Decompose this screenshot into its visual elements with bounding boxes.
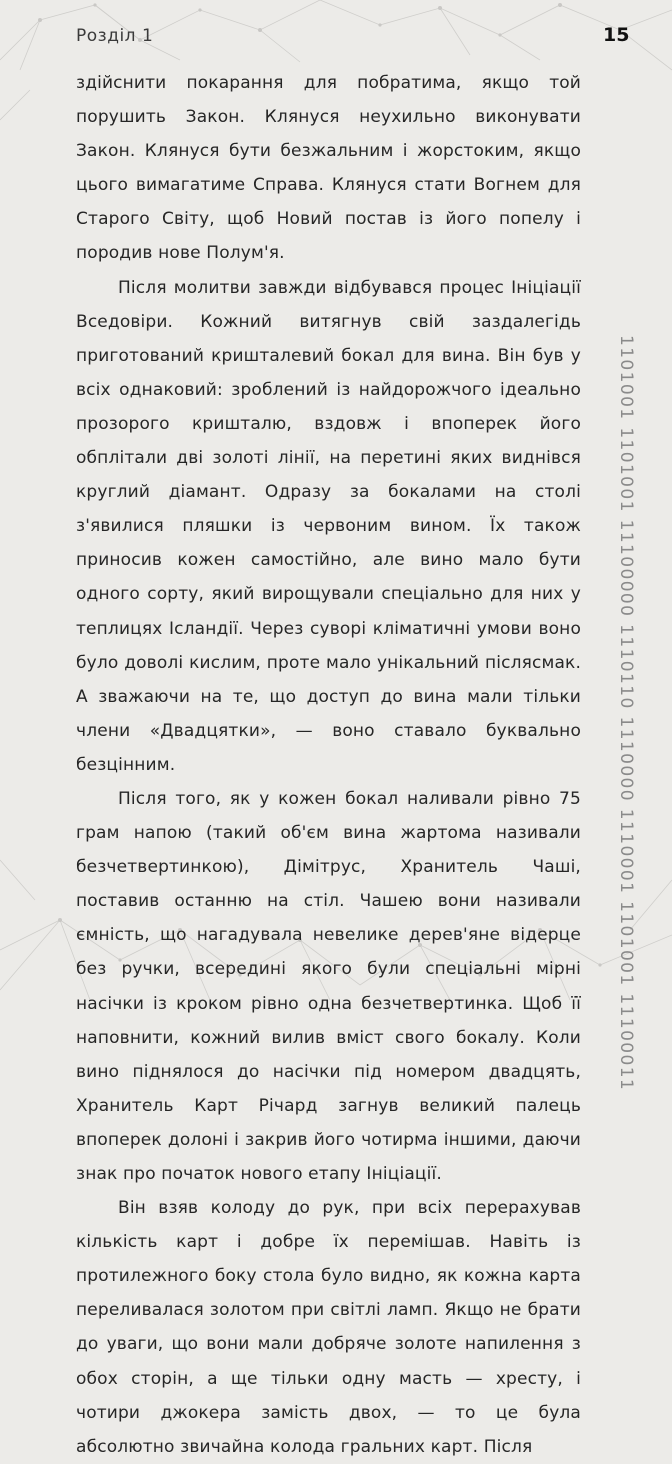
paragraph: здійснити покарання для побратима, якщо той порушить Закон. Клянуся неухильно виконувати Закон. Клянуся бути безжальним і жорстоким, якщо цього вимагатиме Справа. Клянуся стати Вогнем для Старого Світу, щоб Новий постав із його попелу і породив нове Полум'я. xyxy=(76,73,581,264)
body-text xyxy=(76,66,581,1464)
page-number: 15 xyxy=(603,24,630,46)
paragraph: Він взяв колоду до рук, при всіх перерахував кількість карт і добре їх перемішав. Навіть із протилежного боку стола було видно, як кожна карта переливалася золотом при світлі ламп. Якщо не брати до уваги, що вони мали добряче золоте напилення з обох сторін, а ще тільки одну масть — хресту, і чотири джокера замість двох, — то це була абсолютно звичайна колода гральних карт. Після xyxy=(76,1198,581,1457)
paragraph: Після того, як у кожен бокал наливали рівно 75 грам напою (такий об'єм вина жартома називали безчетвертинкою), Дімітрус, Хранитель Чаші, поставив останню на стіл. Чашею вони називали ємність, що нагадувала невелике дерев'яне відерце без ручки, всередині якого були спеціальні мірні насічки із кроком рівно одна безчетвертинка. Щоб її наповнити, кожний вилив вміст свого бокалу. Коли вино піднялося до насічки під номером двадцять, Хранитель Карт Річард загнув великий палець впоперек долоні і закрив його чотирма іншими, даючи знак про початок нового етапу Ініціації. xyxy=(76,788,581,1184)
chapter-title: Розділ 1 xyxy=(76,26,154,46)
side-binary-code: 1101001 1101001 11100000 1110110 1110000 1110001 1101001 11100011 xyxy=(616,335,636,1092)
paragraph: Після молитви завжди відбувався процес Ініціації Вседовіри. Кожний витягнув свій заздалегідь приготований кришталевий бокал для вина. Він був у всіх однаковий: зроблений із найдорожчого ідеально прозорого кришталю, вздовж і впоперек його обплітали дві золоті лінії, на перетині яких виднівся круглий діамант. Одразу за бокалами на столі з'явилися пляшки із червоним вином. Їх також приносив кожен самостійно, але вино мало бути одного сорту, який вирощували спеціально для них у теплицях Ісландії. Через суворі кліматичні умови воно було доволі кислим, проте мало унікальний післясмак. А зважаючи на те, що доступ до вина мали тільки члени «Двадцятки», — воно ставало буквально безцінним. xyxy=(76,277,581,775)
